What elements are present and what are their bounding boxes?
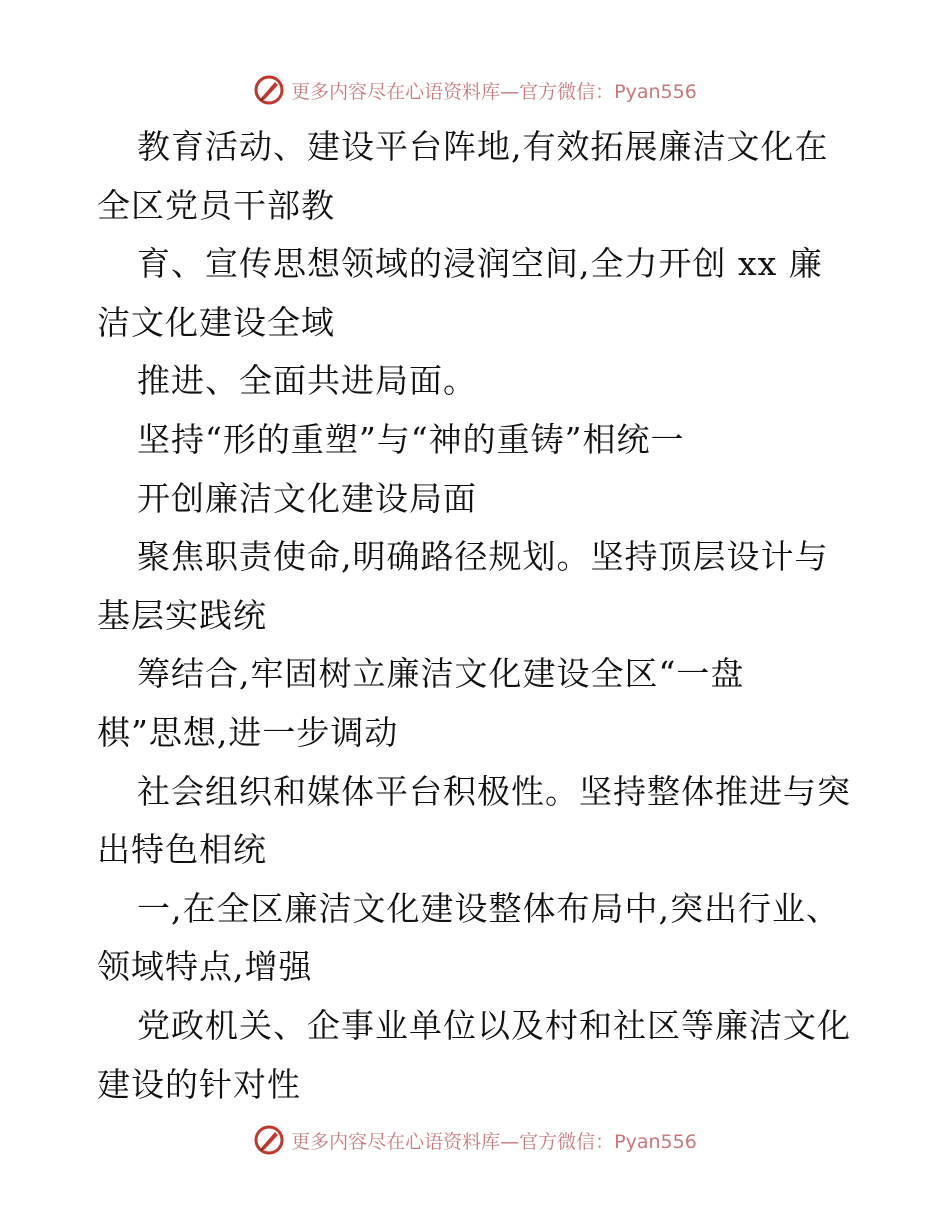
- body-line: 社会组织和媒体平台积极性。坚持整体推进与突: [137, 771, 851, 811]
- body-line: 一,在全区廉洁文化建设整体布局中,突出行业、: [137, 888, 840, 928]
- footer-banner-contact: 官方微信：Pyan556: [519, 1130, 697, 1153]
- body-line: 全区党员干部教: [97, 185, 335, 225]
- footer-banner-title: 更多内容尽在心语资料库: [291, 1130, 501, 1153]
- section-heading-line: 坚持“形的重塑”与“神的重铸”相统一: [137, 419, 685, 459]
- body-line: 党政机关、企事业单位以及村和社区等廉洁文化: [137, 1005, 851, 1045]
- body-line: 筹结合,牢固树立廉洁文化建设全区“一盘: [137, 654, 745, 694]
- section-heading-line: 开创廉洁文化建设局面: [137, 478, 477, 518]
- header-banner-title: 更多内容尽在心语资料库: [291, 80, 501, 103]
- header-banner: [0, 70, 950, 110]
- feather-pen-logo-icon: [253, 74, 285, 106]
- header-banner-contact: 官方微信：Pyan556: [519, 80, 697, 103]
- body-line: 基层实践统: [97, 595, 267, 635]
- body-line: 育、宣传思想领域的浸润空间,全力开创 xx 廉: [137, 244, 823, 284]
- header-banner-text: [291, 77, 697, 104]
- footer-banner: [0, 1120, 950, 1160]
- document-body: [97, 118, 867, 1114]
- body-line: 推进、全面共进局面。: [137, 361, 477, 401]
- footer-banner-text: [291, 1127, 697, 1154]
- body-line: 教育活动、建设平台阵地,有效拓展廉洁文化在: [137, 127, 829, 166]
- footer-banner-separator: —: [500, 1130, 520, 1153]
- body-line: 领域特点,增强: [97, 947, 313, 987]
- body-line: 聚焦职责使命,明确路径规划。坚持顶层设计与: [137, 537, 829, 577]
- body-line: 棋”思想,进一步调动: [97, 712, 399, 752]
- header-banner-separator: —: [500, 80, 520, 103]
- feather-pen-logo-icon: [253, 1124, 285, 1156]
- body-line: 出特色相统: [97, 830, 267, 870]
- body-line: 建设的针对性: [97, 1064, 301, 1104]
- body-line: 洁文化建设全域: [97, 302, 335, 342]
